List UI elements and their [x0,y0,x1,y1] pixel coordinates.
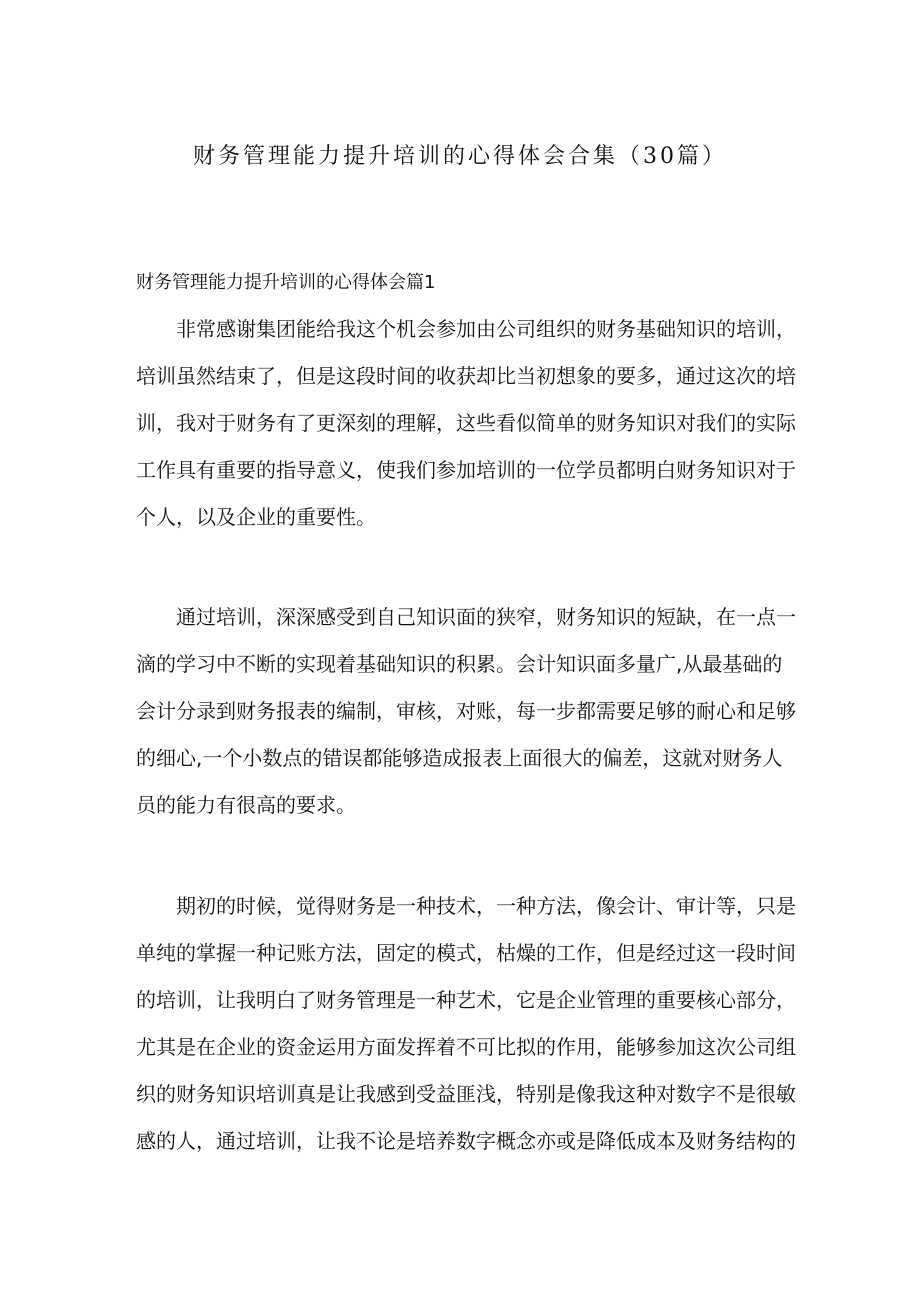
body-paragraph-1: 非常感谢集团能给我这个机会参加由公司组织的财务基础知识的培训，培训虽然结束了，但是这段时间的收获却比当初想象的要多，通过这次的培训，我对于财务有了更深刻的理解，这些看似简单的财务知识对我们的实际工作具有重要的指导意义，使我们参加培训的一位学员都明白财务知识对于个人，以及企业的重要性。 [136,317,796,529]
document-title: 财务管理能力提升培训的心得体会合集（30篇） [193,144,727,169]
body-paragraph-2: 通过培训，深深感受到自己知识面的狭窄，财务知识的短缺，在一点一滴的学习中不断的实现着基础知识的积累。会计知识面多量广,从最基础的会计分录到财务报表的编制，审核，对账，每一步都需要足够的耐心和足够的细心,一个小数点的错误都能够造成报表上面很大的偏差，这就对财务人员的能力有很高的要求。 [136,605,796,817]
section-heading: 财务管理能力提升培训的心得体会篇1 [136,272,436,293]
body-paragraph-3: 期初的时候，觉得财务是一种技术，一种方法，像会计、审计等，只是单纯的掌握一种记账方法，固定的模式，枯燥的工作，但是经过这一段时间的培训，让我明白了财务管理是一种艺术，它是企业管理的重要核心部分，尤其是在企业的资金运用方面发挥着不可比拟的作用，能够参加这次公司组织的财务知识培训真是让我感到受益匪浅，特别是像我这种对数字不是很敏感的人，通过培训，让我不论是培养数字概念亦或是降低成本及财务结构的 [136,894,796,1153]
